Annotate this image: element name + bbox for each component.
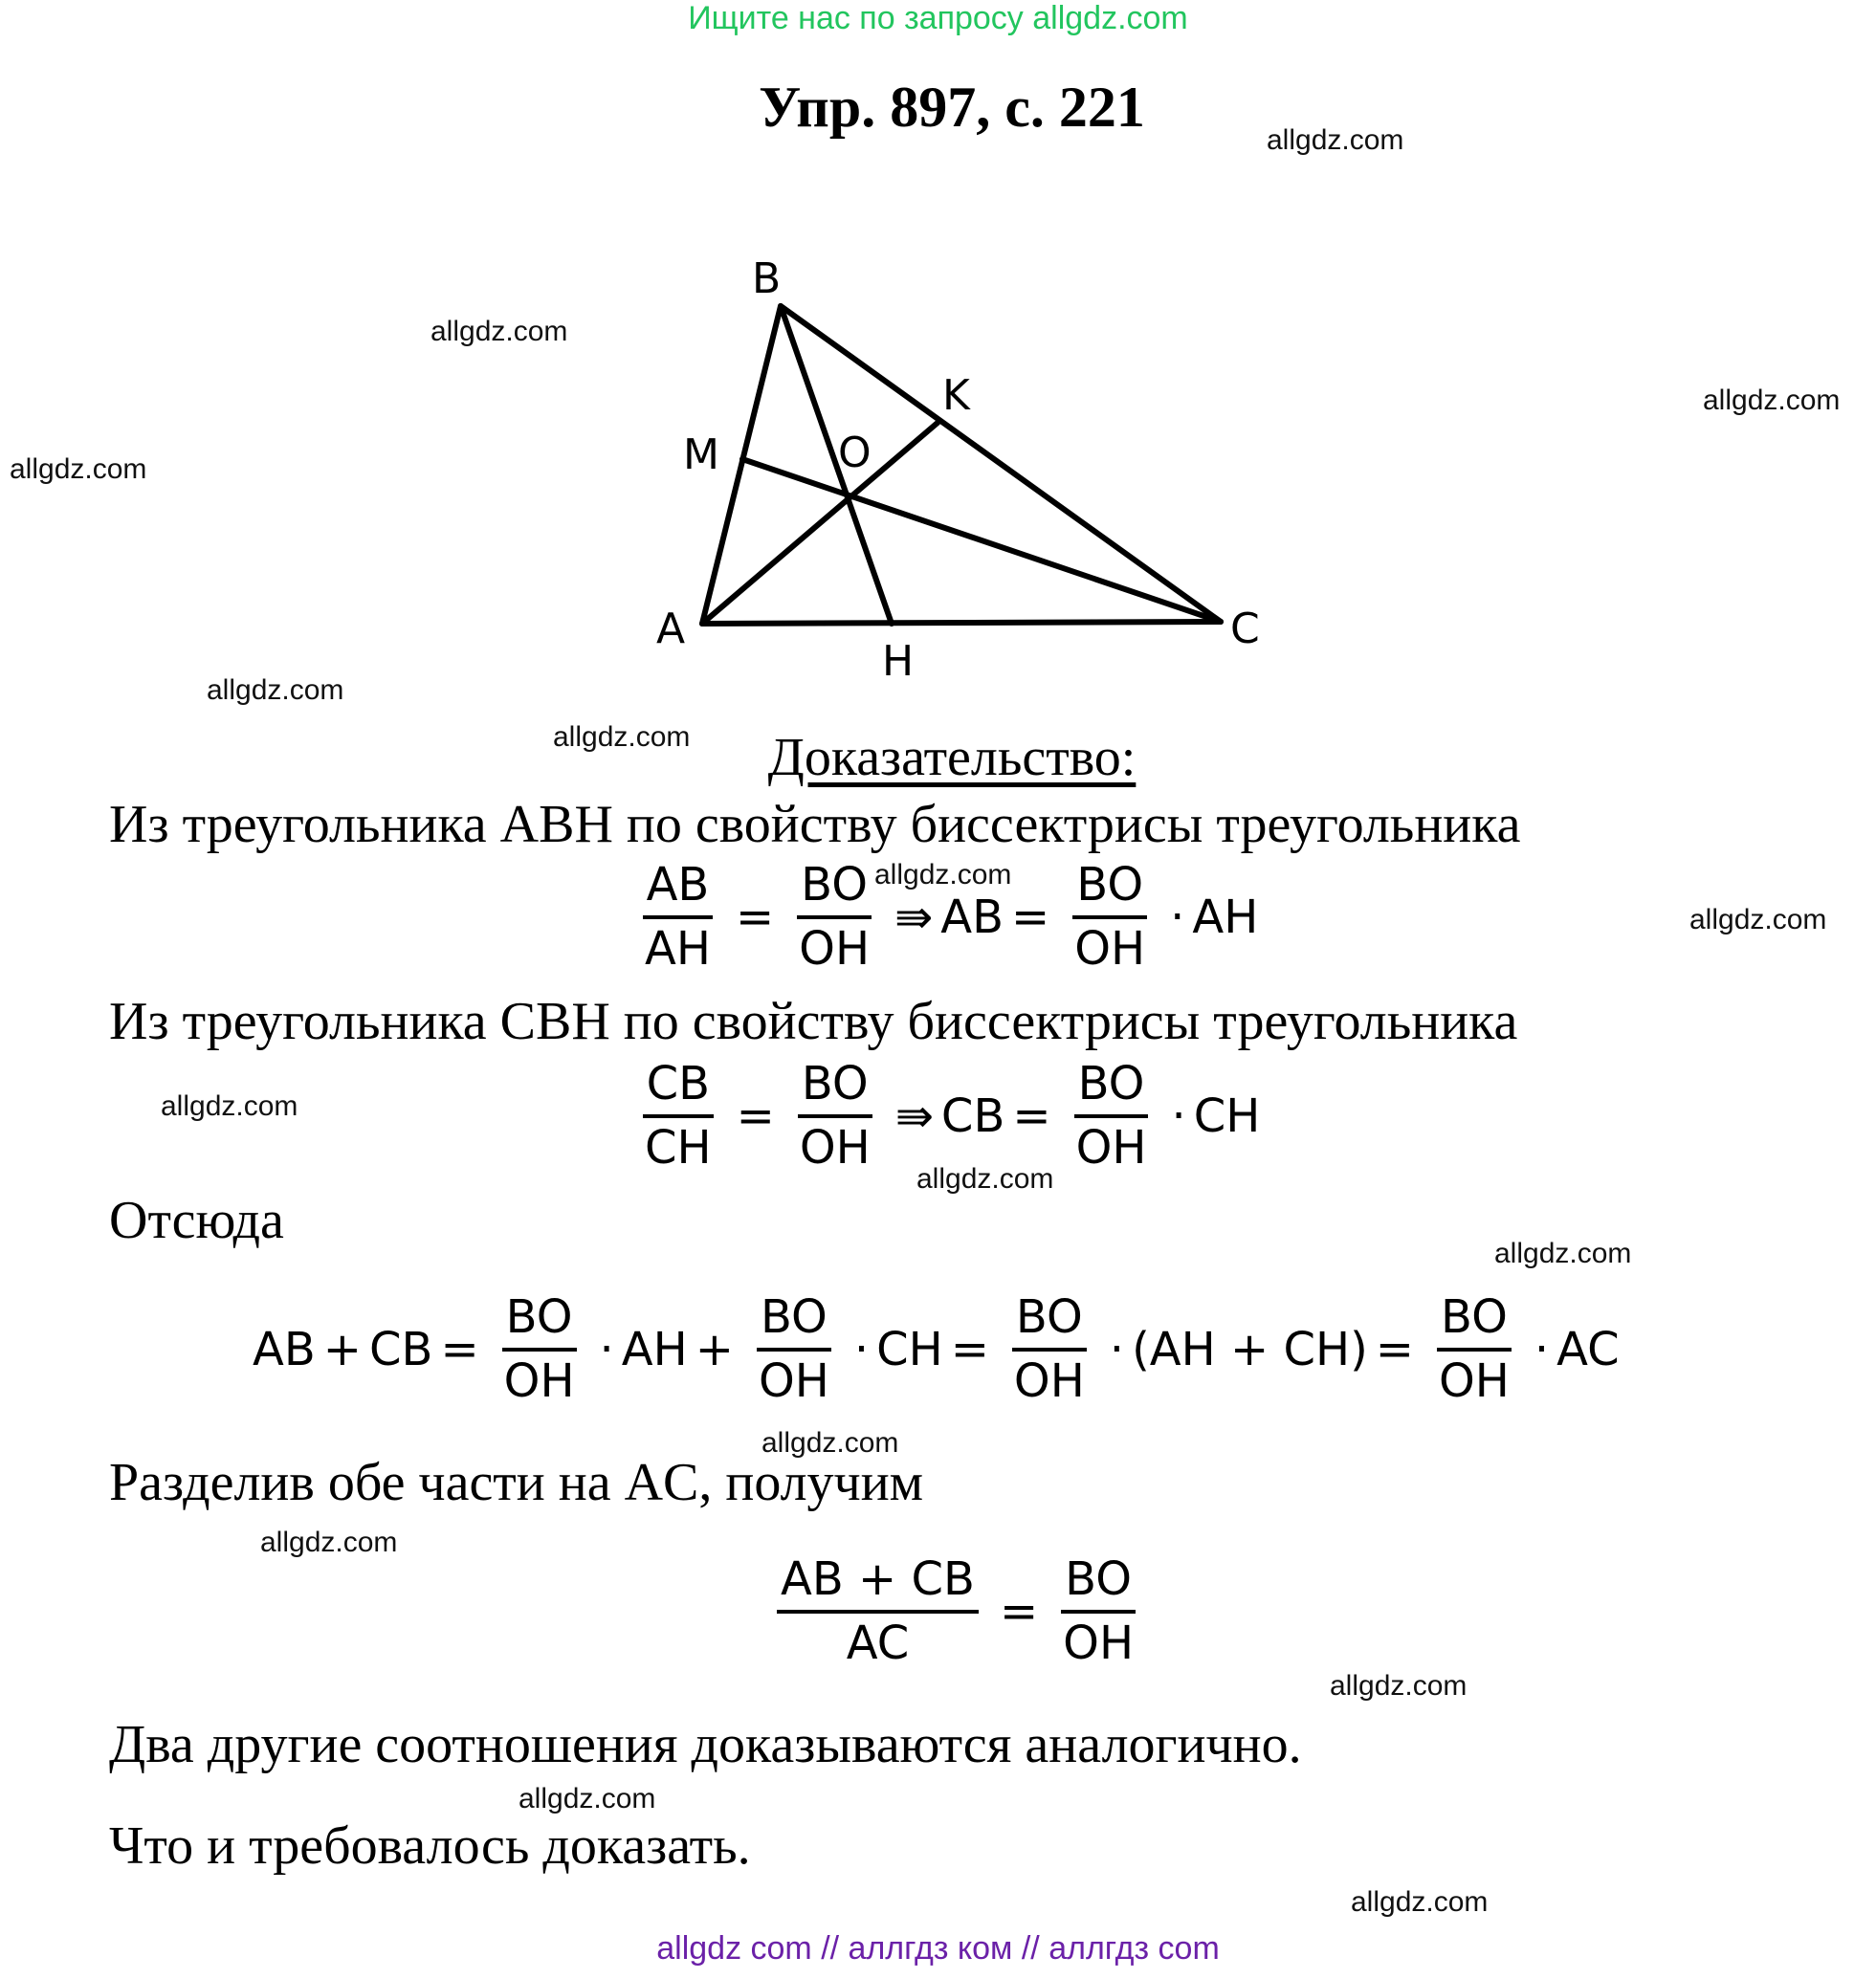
fraction: $\frac{BO}{OH}$: [1063, 1552, 1135, 1671]
watermark: allgdz.com: [553, 721, 691, 753]
fraction: $\frac{BO}{OH}$: [1075, 1057, 1147, 1176]
watermark: allgdz.com: [1267, 124, 1404, 156]
paragraph: Что и требовалось доказать.: [109, 1816, 751, 1876]
watermark: allgdz.com: [1330, 1670, 1468, 1702]
equation-4: $\frac{AB + CB}{AC}$ = $\frac{BO}{OH}$: [763, 1553, 1151, 1670]
fraction: $\frac{BO}{OH}$: [758, 1290, 829, 1409]
paragraph: Из треугольника CBH по свойству биссектрисы треугольника: [109, 992, 1518, 1051]
fraction: $\frac{BO}{OH}$: [1013, 1290, 1085, 1409]
watermark: allgdz.com: [260, 1527, 398, 1558]
watermark: allgdz.com: [1351, 1886, 1489, 1918]
footer-links[interactable]: allgdz com // аллгдз ком // аллгдз com: [656, 1930, 1220, 1967]
watermark: allgdz.com: [10, 453, 147, 485]
side-ac: [702, 622, 1221, 624]
watermark: allgdz.com: [430, 316, 568, 347]
top-banner[interactable]: Ищите нас по запросу allgdz.com: [688, 0, 1188, 36]
bisector-ak: [702, 423, 938, 624]
watermark: allgdz.com: [519, 1783, 656, 1814]
fraction: $\frac{BO}{OH}$: [799, 858, 871, 977]
watermark: allgdz.com: [1689, 904, 1827, 935]
fraction: $\frac{AB}{AH}$: [641, 859, 715, 976]
vertex-label-c: C: [1230, 605, 1260, 653]
paragraph: Из треугольника ABH по свойству биссектрисы треугольника: [109, 795, 1521, 854]
watermark: allgdz.com: [1494, 1238, 1632, 1269]
vertex-label-b: B: [752, 254, 782, 303]
point-label-m: M: [683, 430, 719, 479]
fraction: $\frac{BO}{OH}$: [503, 1290, 575, 1409]
point-label-k: K: [942, 371, 970, 420]
watermark: allgdz.com: [916, 1163, 1054, 1195]
bisector-cm: [742, 459, 1221, 622]
page-title: Упр. 897, с. 221: [759, 76, 1145, 139]
equation-1: $\frac{AB}{AH}$ = $\frac{BO}{OH}$ ⇛ AB = $\frac{BO}{OH}$ · AH: [628, 859, 1258, 976]
point-label-h: H: [882, 637, 915, 686]
fraction: $\frac{BO}{OH}$: [799, 1057, 871, 1176]
paragraph: Разделив обе части на AC, получим: [109, 1453, 924, 1512]
paragraph: Два другие соотношения доказываются аналогично.: [109, 1715, 1302, 1774]
equation-2: $\frac{CB}{CH}$ = $\frac{BO}{OH}$ ⇛ CB = $\frac{BO}{OH}$ · CH: [628, 1058, 1260, 1175]
fraction: $\frac{BO}{OH}$: [1439, 1290, 1510, 1409]
vertex-label-a: A: [656, 605, 686, 653]
equation-3: AB + CB = $\frac{BO}{OH}$ · AH + $\frac{BO}{OH}$ · CH = $\frac{BO}{OH}$ · (AH + CH) = $\frac{BO}{OH}$ · AC: [253, 1290, 1620, 1409]
watermark: allgdz.com: [207, 674, 344, 706]
watermark: allgdz.com: [1703, 385, 1841, 416]
point-label-o: O: [838, 429, 872, 477]
fraction: $\frac{AB + CB}{AC}$: [777, 1553, 979, 1670]
watermark: allgdz.com: [874, 859, 1012, 891]
fraction: $\frac{CB}{CH}$: [641, 1058, 716, 1175]
proof-heading: Доказательство:: [767, 728, 1137, 787]
watermark: allgdz.com: [161, 1090, 298, 1122]
fraction: $\frac{BO}{OH}$: [1074, 858, 1146, 977]
watermark: allgdz.com: [761, 1427, 899, 1459]
bisector-bh: [781, 306, 892, 624]
triangle-diagram: [0, 0, 1876, 727]
paragraph: Отсюда: [109, 1191, 284, 1250]
